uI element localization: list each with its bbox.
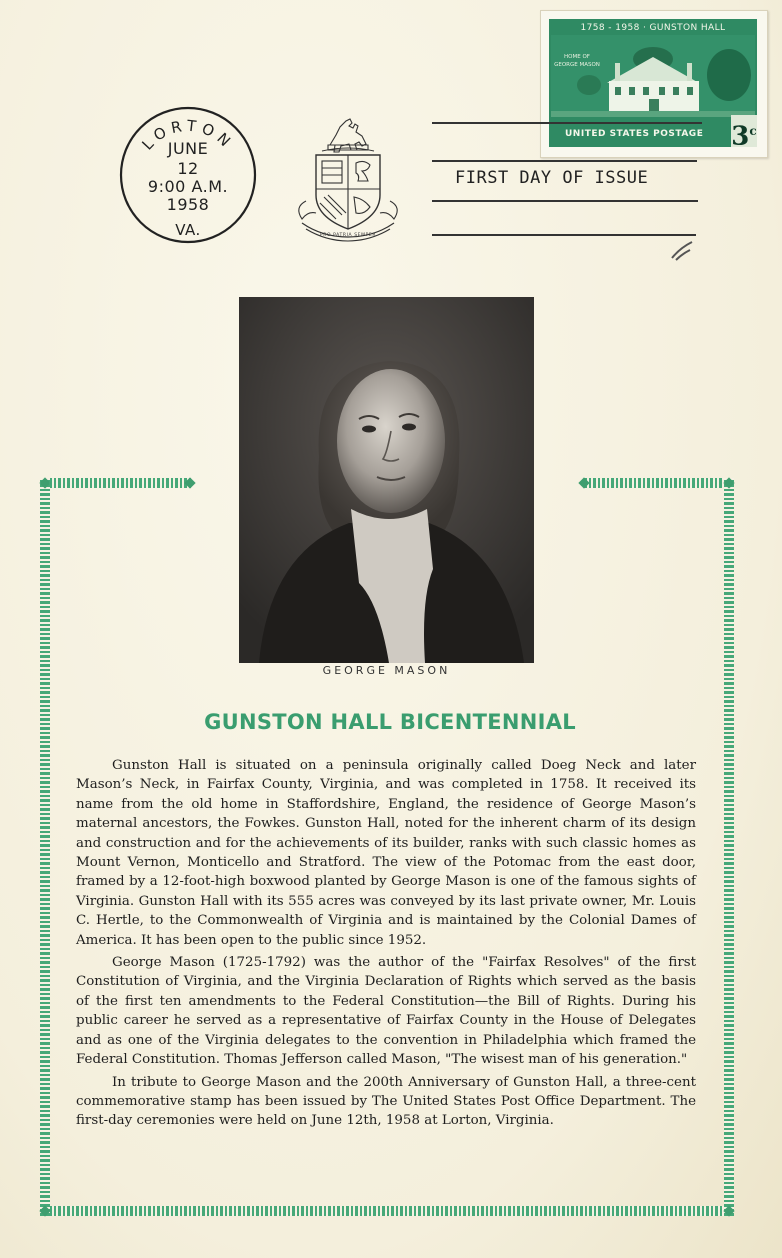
cancel-line	[432, 160, 697, 162]
paragraph-stamp: In tribute to George Mason and the 200th Anniversary of Gunston Hall, a three-cent commemorative stamp has been issued by The United States Post Office Department. The first-day ceremonies were held on June 12th, 1958 at Lorton, Virginia.	[76, 1074, 696, 1129]
paragraph-history: Gunston Hall is situated on a peninsula originally called Doeg Neck and later Mason’s Neck, in Fairfax County, Virginia, and was completed in 1758. It received its name from the old home in Staffordshire, England, the residence of George Mason’s maternal ancestors, the Fowkes. Gunston Hall, noted for the inherent charm of its design and construction and for the achievements of its builder, ranks with such classic homes as Mount Vernon, Monticello and Stratford. The view of the Potomac from the east door, framed by a 12-foot-high boxwood planted by George Mason is one of the famous sights of Virginia. Gunston Hall with its 555 acres was conveyed by its last private owner, Mr. Louis C. Hertle, to the Commonwealth of Virginia and is maintained by the Colonial Dames of America. It has been open to the public since 1952.	[76, 758, 696, 948]
stamp-country-text: UNITED STATES POSTAGE	[565, 129, 704, 139]
border-bottom	[40, 1206, 734, 1216]
stamp-denomination	[731, 115, 757, 152]
border-top-right	[584, 478, 734, 488]
cancel-line	[432, 200, 698, 202]
first-day-of-issue-label: FIRST DAY OF ISSUE	[455, 168, 649, 188]
border-top-left	[40, 478, 192, 488]
postmark-state: VA.	[175, 221, 201, 239]
stamp-top-text: 1758 - 1958 · GUNSTON HALL	[580, 23, 726, 33]
document-title: GUNSTON HALL BICENTENNIAL	[204, 710, 576, 734]
postage-stamp	[540, 10, 768, 158]
border-right	[724, 478, 734, 1216]
stamp-vignette	[549, 19, 757, 152]
postmark-year: 1958	[166, 195, 210, 214]
cancel-line	[432, 122, 702, 124]
gunston-hall-icon	[549, 19, 757, 147]
border-left	[40, 478, 50, 1216]
postmark-time: 9:00 A.M.	[147, 177, 229, 196]
coat-motto: PRO PATRIA SEMPER	[319, 233, 377, 238]
paragraph-mason: George Mason (1725-1792) was the author of the "Fairfax Resolves" of the first Constitution of Virginia, and the Virginia Declaration of Rights which served as the basis of the first ten amendments to the Federal Constitution—the Bill of Rights. During his public career he served as a representative of Fairfax County in the House of Delegates and as one of the Virginia delegates to the convention in Philadelphia which framed the Federal Constitution. Thomas Jefferson called Mason, "The wisest man of his generation."	[76, 955, 696, 1068]
postmark-month: JUNE	[167, 139, 209, 158]
coat-of-arms-icon	[292, 105, 404, 247]
portrait-caption: GEORGE MASON	[322, 664, 451, 677]
stamp-denomination-value: 3	[731, 121, 750, 152]
ink-smudge-icon	[668, 238, 696, 262]
cancel-line	[432, 234, 696, 236]
postmark-day: 12	[177, 159, 199, 178]
document-body	[76, 756, 696, 1134]
george-mason-portrait	[239, 297, 534, 663]
postmark-city: LORTON	[138, 116, 238, 154]
stamp-denomination-suffix: c	[749, 124, 757, 138]
stamp-home-text: HOME OF GEORGE MASON	[554, 54, 600, 68]
postmark	[118, 105, 258, 245]
